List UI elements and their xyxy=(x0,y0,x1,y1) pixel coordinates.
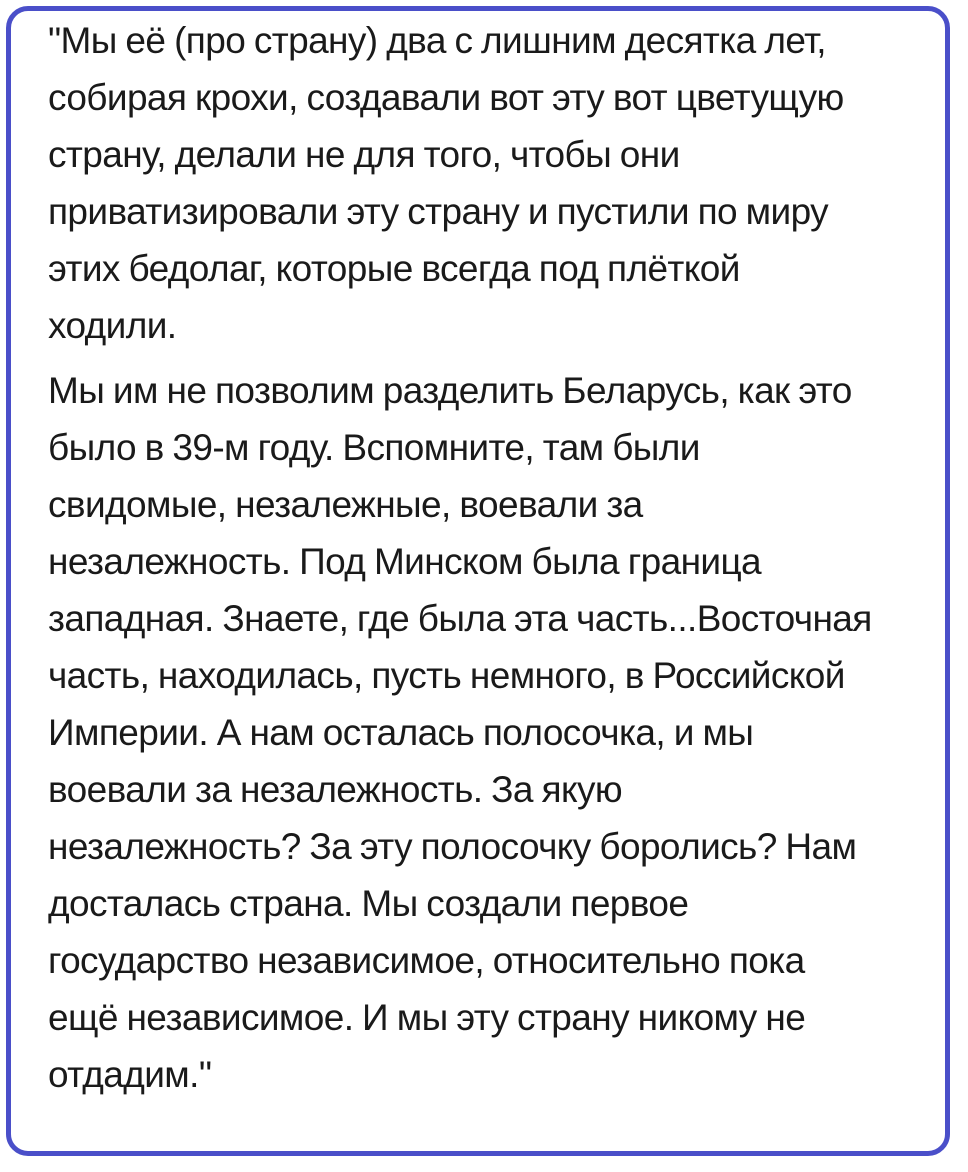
text-line: государство независимое, относительно пока xyxy=(48,940,805,981)
paragraph-2 xyxy=(48,362,918,1103)
text-line: отдадим." xyxy=(48,1054,212,1095)
text-line: досталась страна. Мы создали первое xyxy=(48,883,689,924)
text-line: собирая крохи, создавали вот эту вот цветущую xyxy=(48,77,844,118)
paragraph-gap xyxy=(48,354,918,362)
text-line: воевали за незалежность. За якую xyxy=(48,769,623,810)
quote-text xyxy=(48,12,918,1103)
text-line: страну, делали не для того, чтобы они xyxy=(48,134,680,175)
text-line: "Мы её (про страну) два с лишним десятка лет, xyxy=(48,20,826,61)
text-line: Империи. А нам осталась полосочка, и мы xyxy=(48,712,754,753)
paragraph-1 xyxy=(48,12,918,354)
text-line: незалежность. Под Минском была граница xyxy=(48,541,762,582)
text-line: свидомые, незалежные, воевали за xyxy=(48,484,643,525)
text-line: часть, находилась, пусть немного, в Российской xyxy=(48,655,845,696)
text-line: этих бедолаг, которые всегда под плёткой xyxy=(48,248,740,289)
text-line: ходили. xyxy=(48,305,177,346)
text-line: западная. Знаете, где была эта часть...Восточная xyxy=(48,598,872,639)
text-line: приватизировали эту страну и пустили по миру xyxy=(48,191,829,232)
text-line: было в 39-м году. Вспомните, там были xyxy=(48,427,700,468)
text-line: Мы им не позволим разделить Беларусь, как это xyxy=(48,370,852,411)
text-line: незалежность? За эту полосочку боролись? Нам xyxy=(48,826,857,867)
text-line: ещё независимое. И мы эту страну никому не xyxy=(48,997,806,1038)
